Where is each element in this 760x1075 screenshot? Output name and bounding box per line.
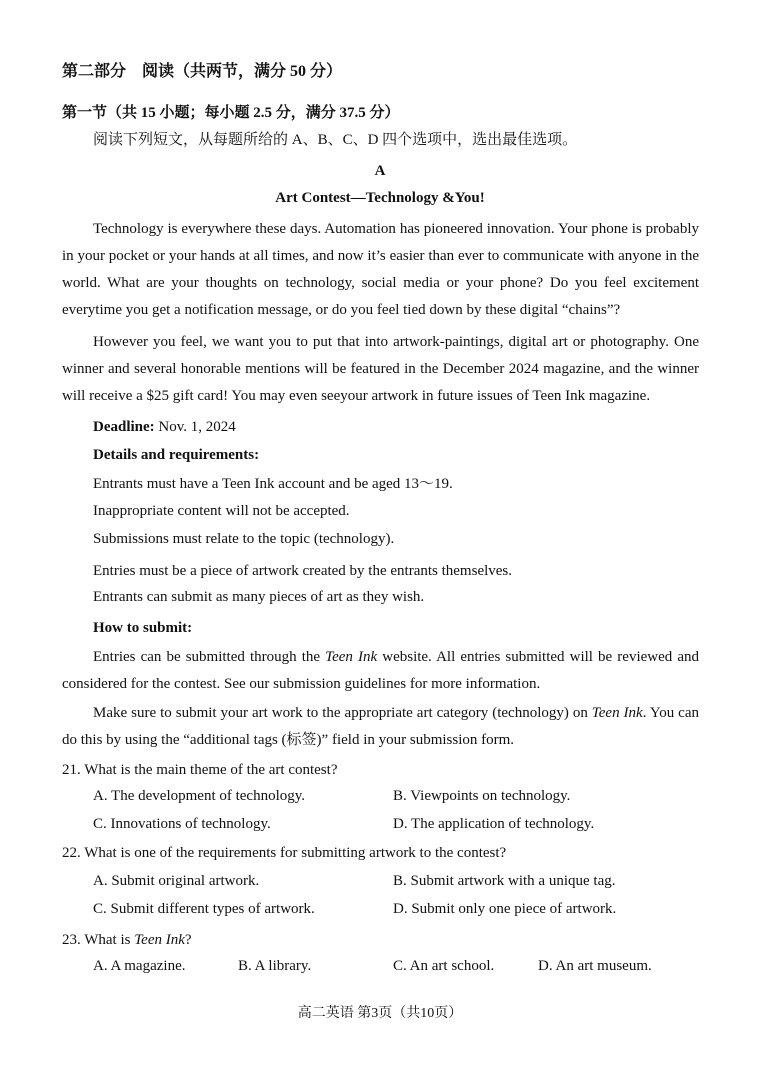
question-21-stem: 21. What is the main theme of the art contest? (62, 762, 338, 778)
question-23-option-a: A. A magazine. (93, 958, 186, 974)
instructions: 阅读下列短文，从每题所给的 A、B、C、D 四个选项中，选出最佳选项。 (93, 132, 578, 148)
teen-ink-italic: Teen Ink (591, 705, 643, 721)
details-heading: Details and requirements: (93, 447, 260, 463)
question-21-option-d: D. The application of technology. (393, 816, 595, 832)
question-21-option-c: C. Innovations of technology. (93, 816, 271, 832)
section-title: 第一节（共 15 小题；每小题 2.5 分，满分 37.5 分） (62, 105, 400, 121)
question-23-option-d: D. An art museum. (538, 958, 652, 974)
question-22-option-c: C. Submit different types of artwork. (93, 901, 315, 917)
submit-heading: How to submit: (93, 620, 193, 636)
passage-paragraph-3: Entries can be submitted through the Teen Ink website. All entries submitted will be reviewed and considered for the contest. See our submission guidelines for more information. (62, 649, 699, 692)
question-22-option-b: B. Submit artwork with a unique tag. (393, 873, 616, 889)
question-23-option-b: B. A library. (238, 958, 312, 974)
requirement-item: Entrants must have a Teen Ink account and be aged 13～19. (93, 476, 453, 492)
passage-paragraph-1: Technology is everywhere these days. Automation has pioneered innovation. Your phone is probably in your pocket or your hands at all times, and now it’s easier than ever to communicate with anyone in the world. What are your thoughts on technology, social media or your phone? Do you feel excitement everytime you get a notification message, or do you feel tied down by these digital “chains”? (62, 221, 699, 318)
deadline-label: Deadline: (93, 419, 155, 435)
question-22-option-d: D. Submit only one piece of artwork. (393, 901, 617, 917)
deadline-line (93, 417, 236, 437)
passage-title: Art Contest—Technology &You! (275, 190, 485, 206)
passage-label: A (374, 163, 386, 179)
question-22-option-a: A. Submit original artwork. (93, 873, 260, 889)
question-21-option-b: B. Viewpoints on technology. (393, 788, 571, 804)
question-21-option-a: A. The development of technology. (93, 788, 306, 804)
deadline-value: Nov. 1, 2024 (154, 419, 236, 435)
teen-ink-italic: Teen Ink (134, 932, 185, 948)
passage-paragraph-2: However you feel, we want you to put that into artwork-paintings, digital art or photography. One winner and several honorable mentions will be featured in the December 2024 magazine, and the winner will receive a $25 gift card! You may even seeyour artwork in future issues of Teen Ink magazine. (62, 334, 699, 404)
page-footer: 高二英语 第3页（共10页） (297, 1006, 463, 1021)
passage-paragraph-4: Make sure to submit your art work to the appropriate art category (technology) on Teen Ink. You can do this by using the “additional tags (标签)” field in your submission form. (62, 705, 699, 748)
part-title: 第二部分 阅读（共两节，满分 50 分） (62, 63, 343, 80)
requirement-item: Entries must be a piece of artwork created by the entrants themselves. (93, 563, 513, 579)
requirement-item: Inappropriate content will not be accepted. (93, 503, 350, 519)
question-23-option-c: C. An art school. (393, 958, 495, 974)
requirement-item: Entrants can submit as many pieces of art as they wish. (93, 589, 425, 605)
teen-ink-italic: Teen Ink (325, 649, 378, 665)
question-22-stem: 22. What is one of the requirements for submitting artwork to the contest? (62, 845, 507, 861)
question-23-stem: 23. What is Teen Ink? (62, 932, 192, 948)
requirement-item: Submissions must relate to the topic (technology). (93, 531, 395, 547)
